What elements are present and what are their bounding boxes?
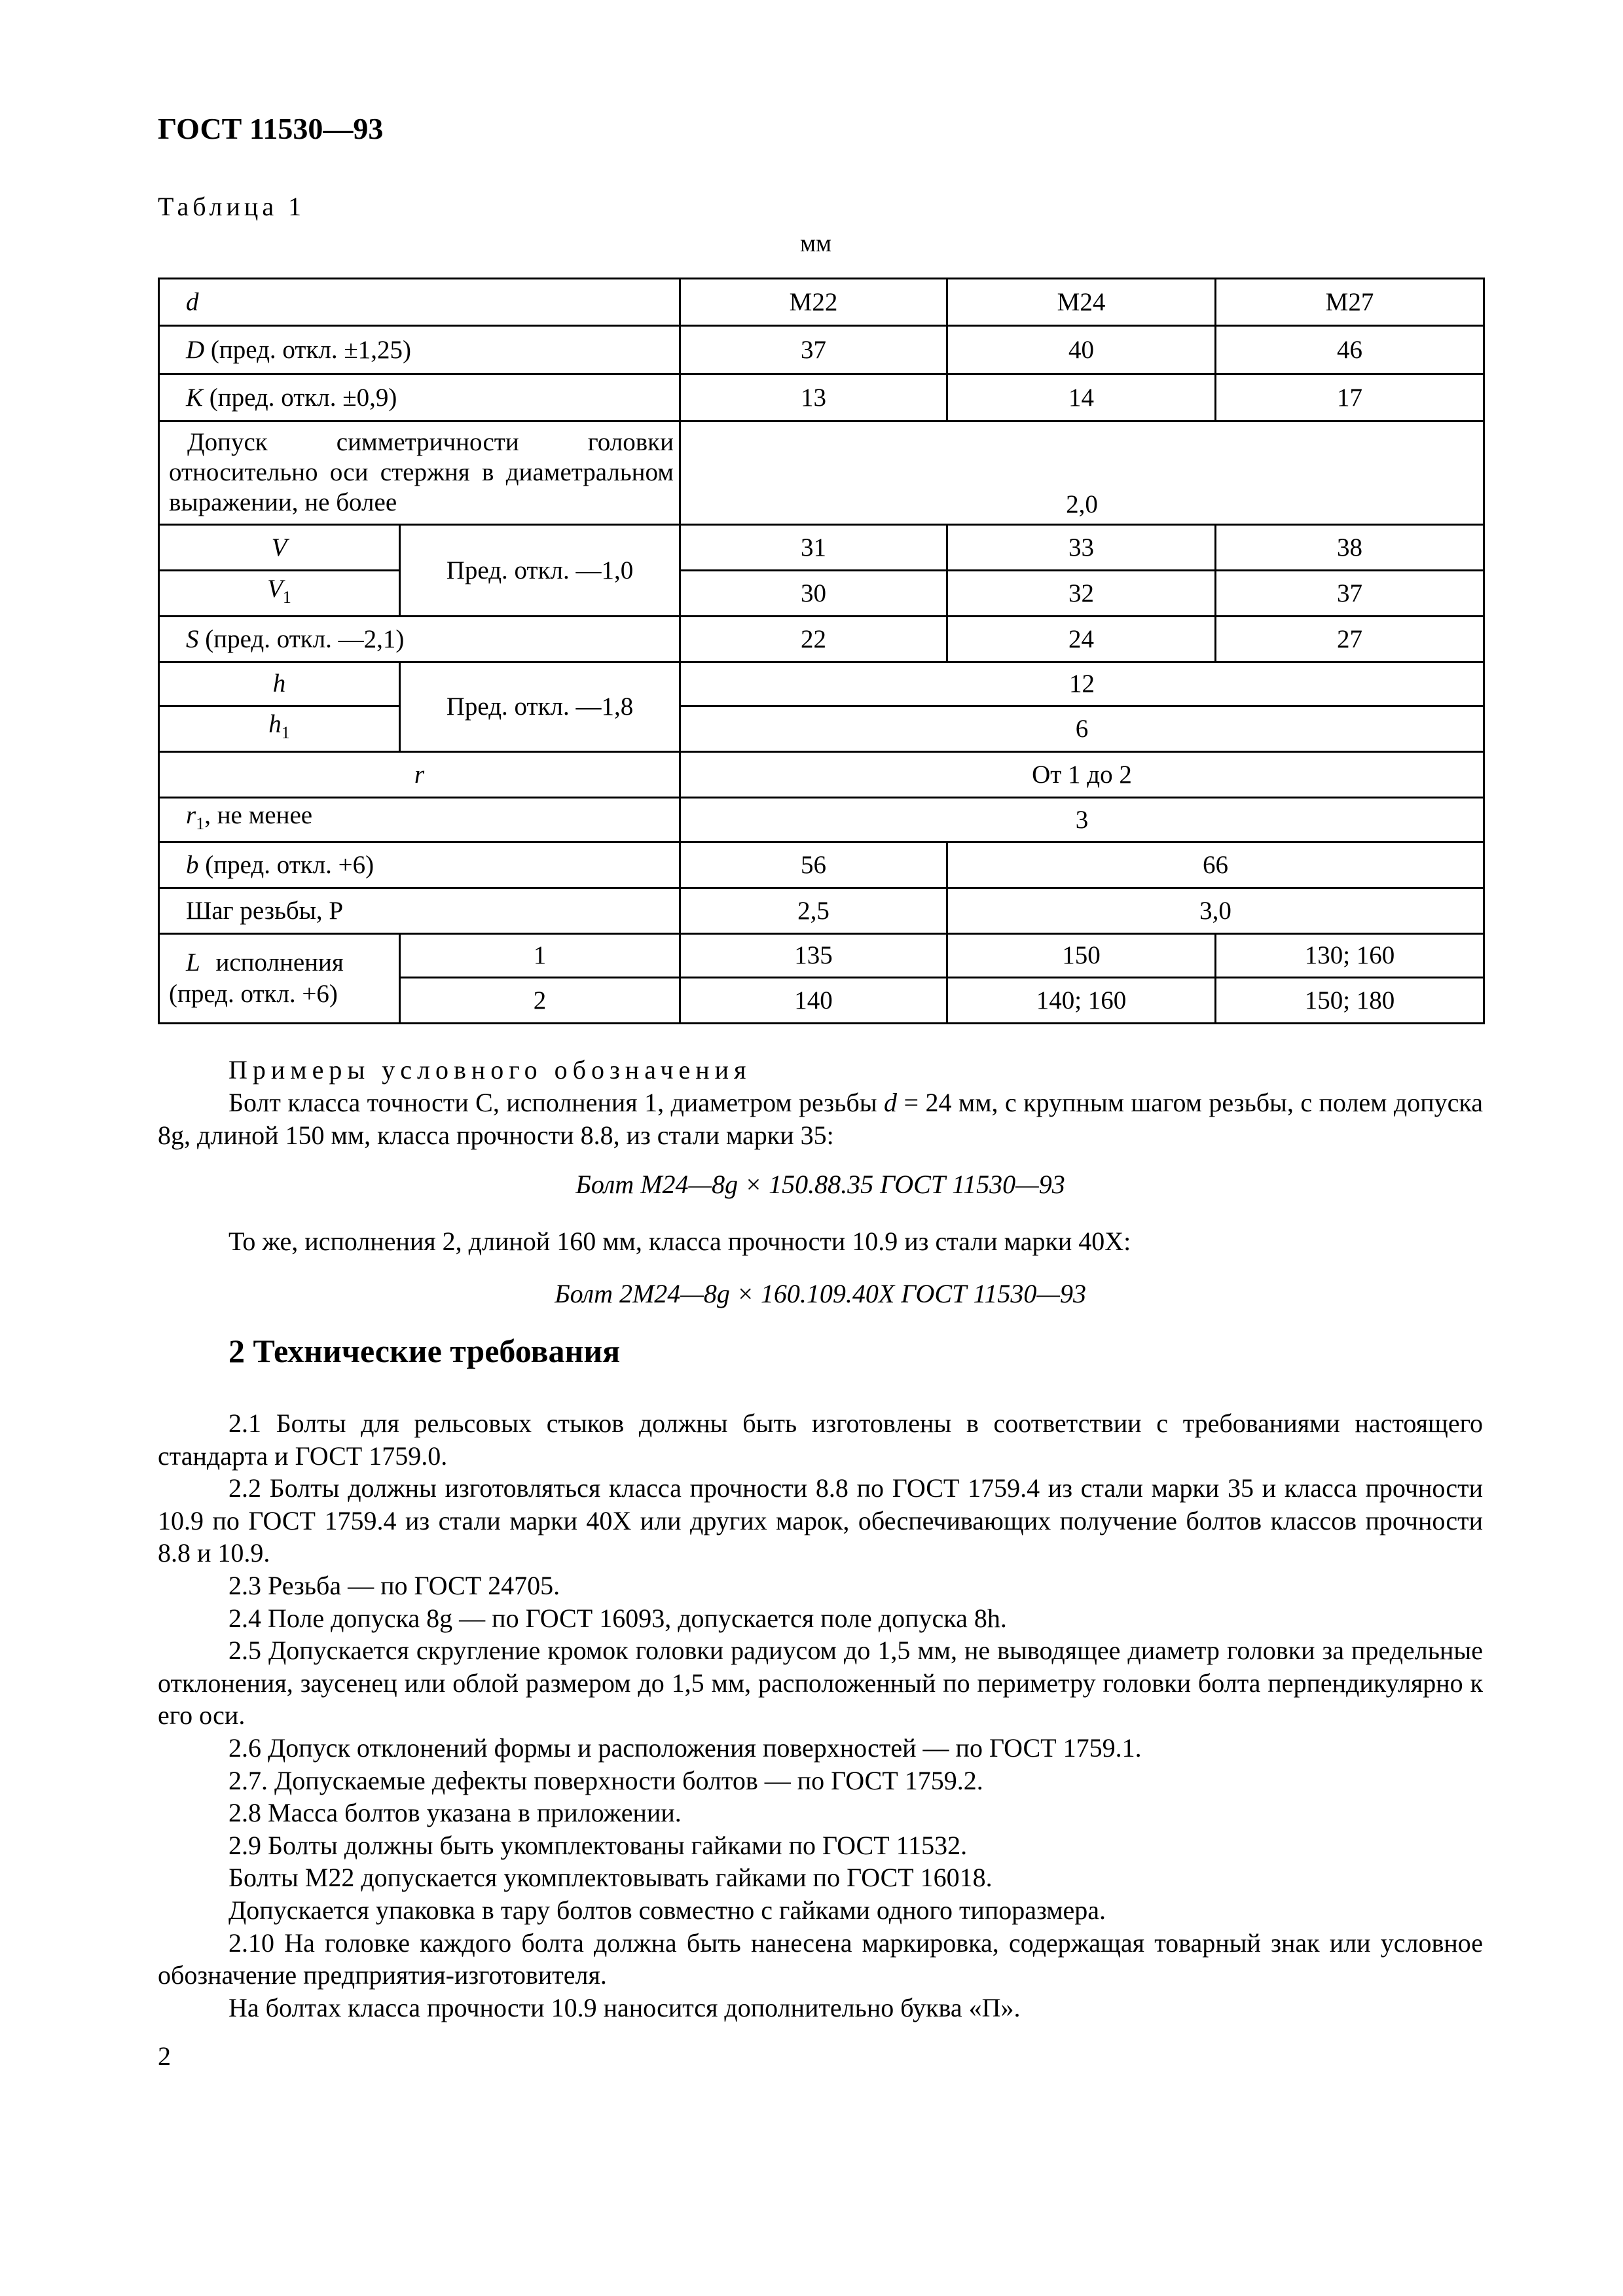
table-row	[159, 752, 1484, 798]
row-label	[159, 374, 680, 422]
variant-number: 2	[400, 978, 680, 1024]
symbol: V	[271, 533, 287, 562]
cell: 33	[947, 525, 1216, 571]
table-units: мм	[800, 230, 832, 257]
label-text: (пред. откл. +6)	[169, 980, 338, 1008]
page-number: 2	[158, 2041, 171, 2071]
row-label: Шаг резьбы, P	[159, 888, 680, 934]
table-row	[159, 706, 1484, 752]
paragraph: 2.7. Допускаемые дефекты поверхности болтов — по ГОСТ 1759.2.	[228, 1765, 983, 1795]
cell: 38	[1216, 525, 1484, 571]
example-1-text	[158, 1086, 1483, 1152]
tolerance-note: Пред. откл. —1,0	[400, 525, 680, 617]
examples-heading: Примеры условного обозначения	[228, 1055, 752, 1085]
text: = 24 мм, с крупным шагом резьбы, с полем допуска 8g, длиной 150 мм, класса прочности 8.8, из стали марки 35:	[158, 1088, 1483, 1150]
cell: 66	[947, 842, 1484, 888]
table-row	[159, 934, 1484, 978]
label-text: (пред. откл. —2,1)	[198, 624, 405, 653]
table-row	[159, 617, 1484, 662]
cell: 2,0	[680, 422, 1484, 525]
symbol: r	[186, 801, 196, 830]
label-text: Допуск симметричности головки относительно оси стержня в диаметральном выражении, не более	[169, 428, 674, 516]
tolerance-note: Пред. откл. —1,8	[400, 662, 680, 752]
paragraph: 2.10 На головке каждого болта должна быть нанесена маркировка, содержащая товарный знак или условное обозначение предприятия-изготовителя.	[158, 1928, 1483, 1990]
requirements-list	[158, 1407, 1483, 2024]
cell: 30	[680, 571, 947, 617]
paragraph: На болтах класса прочности 10.9 наносится дополнительно буква «П».	[228, 1992, 1021, 2022]
cell: 6	[680, 706, 1484, 752]
row-label	[159, 842, 680, 888]
symbol: b	[186, 850, 199, 879]
symbol: h	[268, 710, 282, 739]
row-label	[159, 571, 400, 617]
cell: 56	[680, 842, 947, 888]
table-row	[159, 422, 1484, 525]
row-label	[159, 934, 400, 1024]
section-heading: 2 Технические требования	[228, 1333, 621, 1369]
cell: 150	[947, 934, 1216, 978]
cell: 46	[1216, 326, 1484, 374]
table-row	[159, 326, 1484, 374]
cell: 140	[680, 978, 947, 1024]
paragraph: 2.5 Допускается скругление кромок головки радиусом до 1,5 мм, не выводящее диаметр головки за предельные отклонения, заусенец или облой размером до 1,5 мм, расположенный по периметру головки болта перпендикулярно к его оси.	[158, 1636, 1483, 1731]
table-row	[159, 842, 1484, 888]
table-row	[159, 798, 1484, 842]
symbol: L	[186, 948, 200, 977]
label-text: (пред. откл. +6)	[198, 850, 374, 879]
cell: 150; 180	[1216, 978, 1484, 1024]
cell: 13	[680, 374, 947, 422]
cell: 37	[1216, 571, 1484, 617]
label-text: (пред. откл. ±0,9)	[203, 383, 397, 412]
cell: 14	[947, 374, 1216, 422]
cell: 37	[680, 326, 947, 374]
row-label	[159, 752, 680, 798]
symbol: r	[414, 760, 425, 789]
row-label	[159, 279, 680, 326]
table-row	[159, 571, 1484, 617]
symbol: d	[884, 1088, 898, 1117]
row-label	[159, 662, 400, 706]
paragraph: 2.2 Болты должны изготовляться класса прочности 8.8 по ГОСТ 1759.4 из стали марки 35 и класса прочности 10.9 по ГОСТ 1759.4 из стали марки 40Х или других марок, обеспечивающих получение болтов классов прочности 8.8 и 10.9.	[158, 1473, 1483, 1568]
label-text: исполнения	[200, 948, 344, 977]
cell: M24	[947, 279, 1216, 326]
cell: 140; 160	[947, 978, 1216, 1024]
paragraph: Болты М22 допускается укомплектовывать гайками по ГОСТ 16018.	[228, 1863, 993, 1893]
table-row	[159, 888, 1484, 934]
label-text: (пред. откл. ±1,25)	[204, 335, 411, 364]
table-row	[159, 279, 1484, 326]
row-label	[159, 706, 400, 752]
subscript: 1	[281, 723, 290, 742]
subscript: 1	[196, 814, 205, 833]
cell: 135	[680, 934, 947, 978]
cell: 40	[947, 326, 1216, 374]
row-label	[159, 422, 680, 525]
cell: 17	[1216, 374, 1484, 422]
cell: 24	[947, 617, 1216, 662]
table-row	[159, 525, 1484, 571]
table-row	[159, 374, 1484, 422]
cell: 31	[680, 525, 947, 571]
document-header: ГОСТ 11530—93	[158, 112, 384, 145]
subscript: 1	[282, 587, 291, 607]
dimensions-table	[158, 278, 1485, 1024]
cell: M27	[1216, 279, 1484, 326]
paragraph: 2.6 Допуск отклонений формы и расположения поверхностей — по ГОСТ 1759.1.	[228, 1732, 1142, 1763]
symbol: V	[267, 575, 283, 603]
table-caption: Таблица 1	[158, 192, 306, 221]
cell: От 1 до 2	[680, 752, 1484, 798]
row-label	[159, 798, 680, 842]
cell: 12	[680, 662, 1484, 706]
text: Болт класса точности С, исполнения 1, диаметром резьбы	[228, 1088, 884, 1117]
symbol: S	[186, 624, 199, 653]
symbol: d	[186, 287, 199, 316]
cell: M22	[680, 279, 947, 326]
row-label	[159, 525, 400, 571]
cell: 32	[947, 571, 1216, 617]
cell: 22	[680, 617, 947, 662]
example-2-text: То же, исполнения 2, длиной 160 мм, класса прочности 10.9 из стали марки 40Х:	[228, 1227, 1131, 1256]
paragraph: 2.1 Болты для рельсовых стыков должны быть изготовлены в соответствии с требованиями настоящего стандарта и ГОСТ 1759.0.	[158, 1408, 1483, 1471]
paragraph: 2.4 Поле допуска 8g — по ГОСТ 16093, допускается поле допуска 8h.	[228, 1603, 1007, 1633]
cell: 3,0	[947, 888, 1484, 934]
symbol: K	[186, 383, 204, 412]
row-label	[159, 617, 680, 662]
symbol: h	[272, 670, 286, 698]
table-row	[159, 662, 1484, 706]
paragraph: Допускается упаковка в тару болтов совместно с гайками одного типоразмера.	[228, 1895, 1106, 1925]
cell: 2,5	[680, 888, 947, 934]
label-text: , не менее	[204, 801, 313, 830]
cell: 27	[1216, 617, 1484, 662]
paragraph: 2.3 Резьба — по ГОСТ 24705.	[228, 1570, 560, 1600]
example-1-formula: Болт М24—8g × 150.88.35 ГОСТ 11530—93	[575, 1170, 1065, 1199]
variant-number: 1	[400, 934, 680, 978]
example-2-formula: Болт 2М24—8g × 160.109.40Х ГОСТ 11530—93	[555, 1279, 1086, 1308]
cell: 130; 160	[1216, 934, 1484, 978]
symbol: D	[186, 335, 205, 364]
paragraph: 2.8 Масса болтов указана в приложении.	[228, 1798, 682, 1828]
paragraph: 2.9 Болты должны быть укомплектованы гайками по ГОСТ 11532.	[228, 1830, 968, 1860]
cell: 3	[680, 798, 1484, 842]
row-label	[159, 326, 680, 374]
